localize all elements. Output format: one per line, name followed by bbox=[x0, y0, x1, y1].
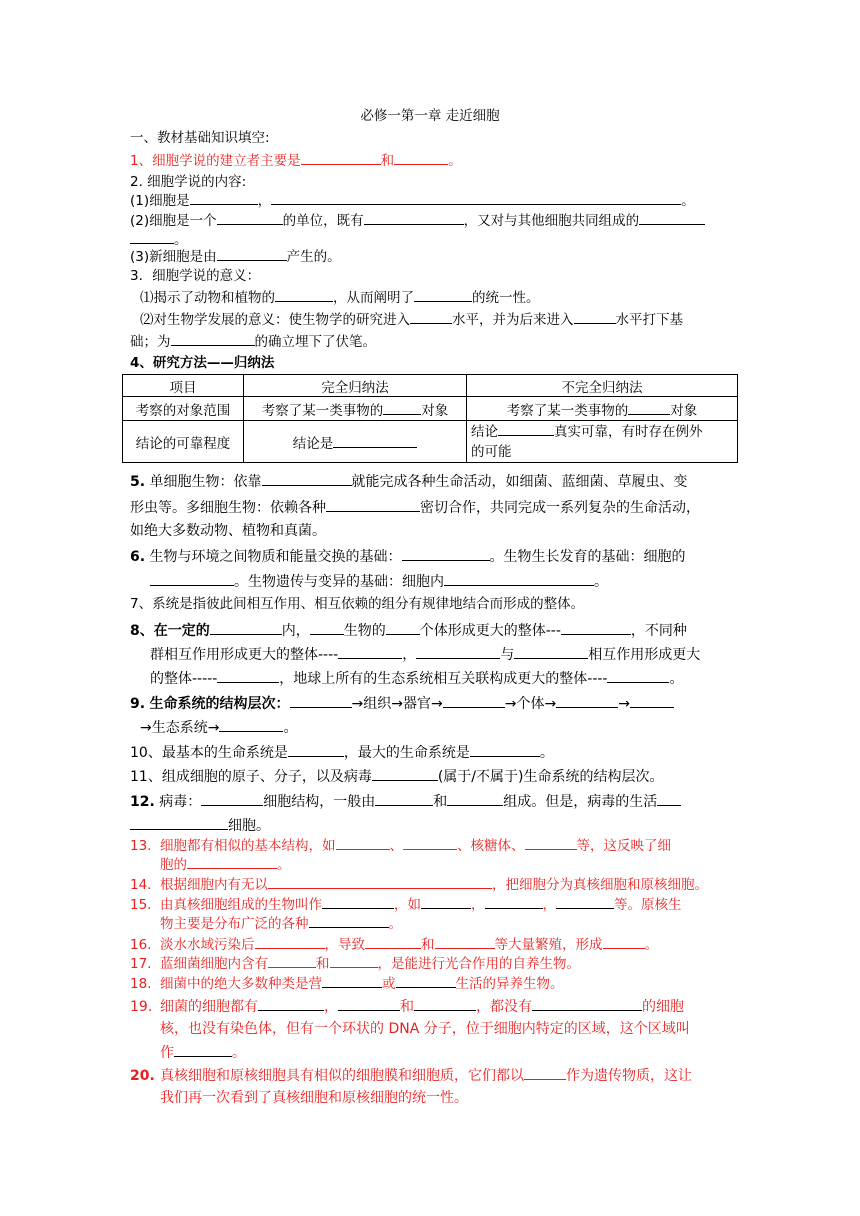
blank[interactable] bbox=[217, 668, 279, 683]
q6-text-b: 。生物生长发育的基础：细胞的 bbox=[489, 549, 686, 565]
q9-line-1 bbox=[130, 693, 674, 714]
q8-text-j: 的整体----- bbox=[150, 671, 218, 687]
q16-text-b: ，导致 bbox=[324, 937, 365, 953]
blank[interactable] bbox=[262, 471, 352, 486]
blank[interactable] bbox=[607, 668, 669, 683]
table-cell bbox=[244, 421, 467, 463]
q20-text: 真核细胞和原核细胞具有相似的细胞膜和细胞质，它们都以 bbox=[160, 1068, 524, 1084]
q19-text-b: ， bbox=[324, 999, 338, 1015]
page-title: 必修一第一章 走近细胞 bbox=[360, 108, 500, 124]
q3-heading: 3．细胞学说的意义： bbox=[130, 268, 261, 284]
q9-text: 生命系统的结构层次： bbox=[149, 696, 290, 712]
q15-text-c: ， bbox=[471, 897, 485, 913]
q8-text-h: 与 bbox=[500, 647, 515, 663]
q6-text-d: 。 bbox=[594, 574, 608, 590]
q16-text-c: 和 bbox=[421, 937, 435, 953]
q18-text-c: 生活的异养生物。 bbox=[455, 976, 564, 992]
q13-line-2 bbox=[160, 854, 291, 875]
q2-l2-end: 。 bbox=[174, 232, 188, 248]
q2-l3-end: 产生的。 bbox=[286, 249, 341, 265]
q3-l2-text-c: 水平打下基 bbox=[615, 312, 683, 328]
q3-l3-text: 础；为 bbox=[130, 334, 171, 350]
blank[interactable] bbox=[365, 934, 421, 949]
q17-text-c: ，是能进行光合作用的自养生物。 bbox=[377, 956, 580, 972]
cell-text: 真实可靠，有时存在例外 bbox=[554, 424, 703, 440]
q3-l1-end: 的统一性。 bbox=[472, 290, 540, 306]
blank[interactable] bbox=[333, 433, 417, 448]
blank[interactable] bbox=[383, 400, 421, 415]
blank[interactable] bbox=[330, 953, 378, 968]
cell-text: 结论是 bbox=[292, 435, 334, 452]
q2-l3-text: (3)新细胞是由 bbox=[130, 249, 217, 265]
blank[interactable] bbox=[603, 934, 645, 949]
q12-number: 12. bbox=[130, 794, 155, 810]
blank[interactable] bbox=[556, 894, 614, 909]
blank[interactable] bbox=[338, 996, 400, 1011]
q5-text-b: 就能完成各种生命活动，如细菌、蓝细菌、草履虫、变 bbox=[351, 474, 688, 490]
blank[interactable] bbox=[396, 973, 456, 988]
q5-text-c: 形虫等。多细胞生物：依赖各种 bbox=[130, 500, 326, 516]
blank[interactable] bbox=[414, 287, 472, 302]
blank[interactable] bbox=[375, 791, 433, 806]
blank[interactable] bbox=[421, 894, 471, 909]
q9-text-f: 。 bbox=[283, 720, 298, 736]
q2-l2-text-c: ，又对与其他细胞共同组成的 bbox=[463, 213, 640, 229]
q10-text-c: 。 bbox=[539, 745, 554, 761]
q6-text: 生物与环境之间物质和能量交换的基础： bbox=[149, 549, 402, 565]
q8-line-1 bbox=[130, 620, 687, 641]
cell-text: 考察了某一类事物的 bbox=[261, 402, 384, 419]
q19-text: 细菌的细胞都有 bbox=[160, 999, 258, 1015]
blank[interactable] bbox=[258, 996, 324, 1011]
q8-number: 8、 bbox=[130, 623, 154, 639]
q10-text: 10、最基本的生命系统是 bbox=[130, 745, 288, 761]
cell-text: 对象 bbox=[421, 402, 449, 419]
table-cell: 考察的对象范围 bbox=[123, 397, 244, 421]
cell-text: 考察了某一类事物的 bbox=[506, 402, 629, 419]
q9-text-d: → bbox=[618, 696, 630, 712]
q5-line-3: 如绝大多数动物、植物和真菌。 bbox=[130, 523, 326, 539]
blank[interactable] bbox=[447, 791, 503, 806]
q8-text-g: ， bbox=[402, 647, 417, 663]
table-cell bbox=[467, 421, 738, 463]
q15-line-1 bbox=[130, 894, 682, 915]
blank[interactable] bbox=[301, 150, 381, 165]
q15-text: 由真核细胞组成的生物叫作 bbox=[160, 897, 322, 913]
blank[interactable] bbox=[574, 309, 616, 324]
table-cell: 结论的可靠程度 bbox=[123, 421, 244, 463]
q14-number: 14. bbox=[130, 877, 152, 893]
q3-line-3 bbox=[130, 331, 376, 352]
q2-line-3 bbox=[130, 246, 341, 267]
blank[interactable] bbox=[532, 996, 642, 1011]
q8-text-k: ，地球上所有的生态系统相互关联构成更大的整体---- bbox=[279, 671, 608, 687]
q2-l1-end: 。 bbox=[681, 193, 695, 209]
blank[interactable] bbox=[322, 973, 382, 988]
q2-l1-text: (1)细胞是 bbox=[130, 193, 190, 209]
blank[interactable] bbox=[639, 210, 705, 225]
q20-line-2: 我们再一次看到了真核细胞和原核细胞的统一性。 bbox=[160, 1090, 468, 1106]
blank[interactable] bbox=[268, 874, 492, 889]
blank[interactable] bbox=[275, 287, 333, 302]
q13-text-d: 等，这反映了细 bbox=[576, 838, 671, 854]
q19-text-c: 和 bbox=[400, 999, 414, 1015]
blank[interactable] bbox=[201, 791, 263, 806]
blank[interactable] bbox=[524, 1065, 566, 1080]
blank[interactable] bbox=[336, 835, 390, 850]
q12-text-d: 组成。但是，病毒的生活 bbox=[503, 794, 658, 810]
q3-l1-text: ⑴揭示了动物和植物的 bbox=[140, 290, 275, 306]
blank[interactable] bbox=[271, 190, 681, 205]
q4-heading: 4、研究方法——归纳法 bbox=[130, 355, 275, 371]
q20-line-1 bbox=[130, 1065, 692, 1086]
q5-text: 单细胞生物：依靠 bbox=[149, 474, 262, 490]
table-cell bbox=[244, 397, 467, 421]
q7-line: 7、系统是指彼此间相互作用、相互依赖的组分有规律地结合而形成的整体。 bbox=[130, 596, 585, 612]
question-1 bbox=[130, 150, 462, 171]
q3-l1-text-b: ，从而阐明了 bbox=[333, 290, 414, 306]
q5-number: 5. bbox=[130, 474, 146, 490]
q20-text-b: 作为遗传物质，这让 bbox=[566, 1068, 692, 1084]
table-header-row bbox=[123, 375, 738, 397]
q13-text-b: 、 bbox=[389, 838, 403, 854]
blank[interactable] bbox=[217, 210, 283, 225]
q3-l3-end: 的确立埋下了伏笔。 bbox=[254, 334, 376, 350]
q3-l2-text: ⑵对生物学发展的意义：使生物学的研究进入 bbox=[140, 312, 410, 328]
q19-line-3 bbox=[160, 1042, 246, 1063]
q15-text-f: 物主要是分布广泛的各种 bbox=[160, 916, 309, 932]
q6-text-c: 。生物遗传与变异的基础：细胞内 bbox=[234, 574, 444, 590]
q8-text-e: ，不同种 bbox=[630, 623, 687, 639]
q15-line-2 bbox=[160, 913, 402, 934]
section-heading: 一、教材基础知识填空: bbox=[130, 130, 270, 146]
q9-line-2 bbox=[140, 717, 297, 738]
blank[interactable] bbox=[410, 309, 452, 324]
blank[interactable] bbox=[190, 190, 258, 205]
q8-text-f: 群相互作用形成更大的整体---- bbox=[150, 647, 339, 663]
q14-text-b: ，把细胞分为真核细胞和原核细胞。 bbox=[492, 877, 708, 893]
q15-text-e: 等。原核生 bbox=[614, 897, 682, 913]
blank[interactable] bbox=[443, 693, 505, 708]
induction-table bbox=[122, 374, 738, 463]
q6-number: 6. bbox=[130, 549, 146, 565]
q19-text-g: 作 bbox=[160, 1045, 174, 1061]
blank[interactable] bbox=[322, 894, 394, 909]
blank[interactable] bbox=[403, 835, 457, 850]
blank[interactable] bbox=[255, 934, 325, 949]
q11-line bbox=[130, 766, 663, 787]
q19-line-1 bbox=[130, 996, 684, 1017]
q20-number: 20. bbox=[130, 1068, 155, 1084]
q15-text-b: ，如 bbox=[394, 897, 421, 913]
q10-line bbox=[130, 742, 554, 763]
q19-text-h: 。 bbox=[232, 1045, 246, 1061]
q1-text: 1、细胞学说的建立者主要是 bbox=[130, 153, 301, 169]
blank[interactable] bbox=[268, 953, 316, 968]
q13-text: 细胞都有相似的基本结构，如 bbox=[160, 838, 336, 854]
q15-number: 15. bbox=[130, 897, 152, 913]
blank[interactable] bbox=[386, 620, 420, 635]
q14-text: 根据细胞内有无以 bbox=[160, 877, 268, 893]
blank[interactable] bbox=[219, 717, 283, 732]
q8-text-i: 相互作用形成更大 bbox=[588, 647, 701, 663]
table-row bbox=[123, 397, 738, 421]
blank[interactable] bbox=[657, 791, 681, 806]
q11-text-b: (属于/不属于)生命系统的结构层次。 bbox=[437, 769, 664, 785]
q13-text-e: 胞的 bbox=[160, 857, 187, 873]
blank[interactable] bbox=[525, 835, 577, 850]
q16-text-d: 等大量繁殖，形成 bbox=[494, 937, 603, 953]
q19-text-e: 的细胞 bbox=[642, 999, 684, 1015]
q9-text-b: →组织→器官→ bbox=[351, 696, 443, 712]
q16-text: 淡水水域污染后 bbox=[160, 937, 255, 953]
blank[interactable] bbox=[130, 229, 174, 244]
blank[interactable] bbox=[402, 546, 490, 561]
blank[interactable] bbox=[217, 246, 287, 261]
q8-text-c: 生物的 bbox=[343, 623, 386, 639]
blank[interactable] bbox=[444, 571, 594, 586]
q19-number: 19. bbox=[130, 999, 153, 1015]
blank[interactable] bbox=[290, 693, 352, 708]
blank[interactable] bbox=[485, 894, 543, 909]
q12-line-2 bbox=[130, 815, 270, 836]
q8-text-b: 内， bbox=[281, 623, 310, 639]
q10-text-b: ，最大的生命系统是 bbox=[343, 745, 470, 761]
q2-line-1 bbox=[130, 190, 695, 211]
q1-text-end: 。 bbox=[448, 153, 462, 169]
q17-line bbox=[130, 953, 580, 974]
blank[interactable] bbox=[309, 913, 389, 928]
q2-heading: 2. 细胞学说的内容: bbox=[130, 174, 247, 190]
blank[interactable] bbox=[174, 1042, 232, 1057]
blank[interactable] bbox=[210, 620, 282, 635]
q12-text-b: 细胞结构，一般由 bbox=[263, 794, 376, 810]
q12-line-1 bbox=[130, 791, 681, 812]
q9-number: 9. bbox=[130, 696, 146, 712]
blank[interactable] bbox=[556, 693, 618, 708]
q18-text: 细菌中的绝大多数种类是营 bbox=[160, 976, 322, 992]
blank[interactable] bbox=[630, 693, 674, 708]
q5-line-2 bbox=[130, 497, 700, 518]
blank[interactable] bbox=[435, 934, 495, 949]
q17-number: 17. bbox=[130, 956, 152, 972]
q12-text-e: 细胞。 bbox=[228, 818, 270, 834]
q5-text-d: 密切合作，共同完成一系列复杂的生命活动， bbox=[420, 500, 700, 516]
q9-text-e: →生态系统→ bbox=[140, 720, 220, 736]
q12-text-c: 和 bbox=[433, 794, 448, 810]
blank[interactable] bbox=[326, 497, 420, 512]
blank[interactable] bbox=[372, 766, 438, 781]
q5-line-1 bbox=[130, 471, 688, 492]
q13-line-1 bbox=[130, 835, 671, 856]
blank[interactable] bbox=[310, 620, 344, 635]
cell-text: 结论 bbox=[471, 424, 498, 440]
blank[interactable] bbox=[514, 644, 588, 659]
blank[interactable] bbox=[498, 421, 554, 436]
q3-line-2 bbox=[140, 309, 683, 330]
q8-text-d: 个体形成更大的整体--- bbox=[419, 623, 561, 639]
blank[interactable] bbox=[187, 854, 277, 869]
blank[interactable] bbox=[414, 996, 476, 1011]
table-header-cell: 项目 bbox=[123, 375, 244, 397]
q18-line bbox=[130, 973, 564, 994]
q14-line bbox=[130, 874, 708, 895]
q1-text-and: 和 bbox=[380, 153, 395, 169]
cell-text: 对象 bbox=[670, 402, 698, 419]
blank[interactable] bbox=[288, 742, 344, 757]
q16-text-e: 。 bbox=[644, 937, 658, 953]
blank[interactable] bbox=[394, 150, 448, 165]
table-header-cell: 不完全归纳法 bbox=[467, 375, 738, 397]
q9-text-c: →个体→ bbox=[504, 696, 557, 712]
q15-text-d: ， bbox=[542, 897, 556, 913]
q11-text: 11、组成细胞的原子、分子，以及病毒 bbox=[130, 769, 372, 785]
table-row bbox=[123, 421, 738, 463]
q8-line-2 bbox=[150, 644, 700, 665]
q2-line-2 bbox=[130, 210, 705, 231]
blank[interactable] bbox=[364, 210, 464, 225]
q13-number: 13. bbox=[130, 838, 152, 854]
q6-line-1 bbox=[130, 546, 686, 567]
q16-number: 16. bbox=[130, 937, 152, 953]
blank[interactable] bbox=[171, 331, 255, 346]
blank[interactable] bbox=[150, 571, 234, 586]
q8-line-3 bbox=[150, 668, 683, 689]
q3-l2-text-b: 水平，并为后来进入 bbox=[452, 312, 574, 328]
table-cell bbox=[467, 397, 738, 421]
q19-line-2: 核，也没有染色体，但有一个环状的 DNA 分子，位于细胞内特定的区域，这个区域叫 bbox=[160, 1021, 690, 1037]
blank[interactable] bbox=[628, 400, 670, 415]
q18-number: 18. bbox=[130, 976, 152, 992]
q2-l2-text: (2)细胞是一个 bbox=[130, 213, 217, 229]
q17-text: 蓝细菌细胞内含有 bbox=[160, 956, 268, 972]
q17-text-b: 和 bbox=[316, 956, 330, 972]
blank[interactable] bbox=[416, 644, 500, 659]
q12-text: 病毒： bbox=[159, 794, 202, 810]
q3-line-1 bbox=[140, 287, 540, 308]
blank[interactable] bbox=[470, 742, 540, 757]
q16-line bbox=[130, 934, 658, 955]
blank[interactable] bbox=[338, 644, 402, 659]
q6-line-2 bbox=[150, 571, 608, 592]
q2-l2-text-b: 的单位，既有 bbox=[282, 213, 364, 229]
cell-text: 的可能 bbox=[471, 444, 512, 460]
q13-text-c: 、核糖体、 bbox=[457, 838, 525, 854]
blank[interactable] bbox=[130, 815, 228, 830]
blank[interactable] bbox=[561, 620, 631, 635]
q8-text: 在一定的 bbox=[153, 623, 210, 639]
table-header-cell: 完全归纳法 bbox=[244, 375, 467, 397]
q19-text-d: ，都没有 bbox=[476, 999, 532, 1015]
q8-text-l: 。 bbox=[669, 671, 684, 687]
q15-text-g: 。 bbox=[388, 916, 402, 932]
q2-l1-comma: ， bbox=[257, 193, 272, 209]
q18-text-b: 或 bbox=[382, 976, 396, 992]
q13-text-f: 。 bbox=[277, 857, 291, 873]
